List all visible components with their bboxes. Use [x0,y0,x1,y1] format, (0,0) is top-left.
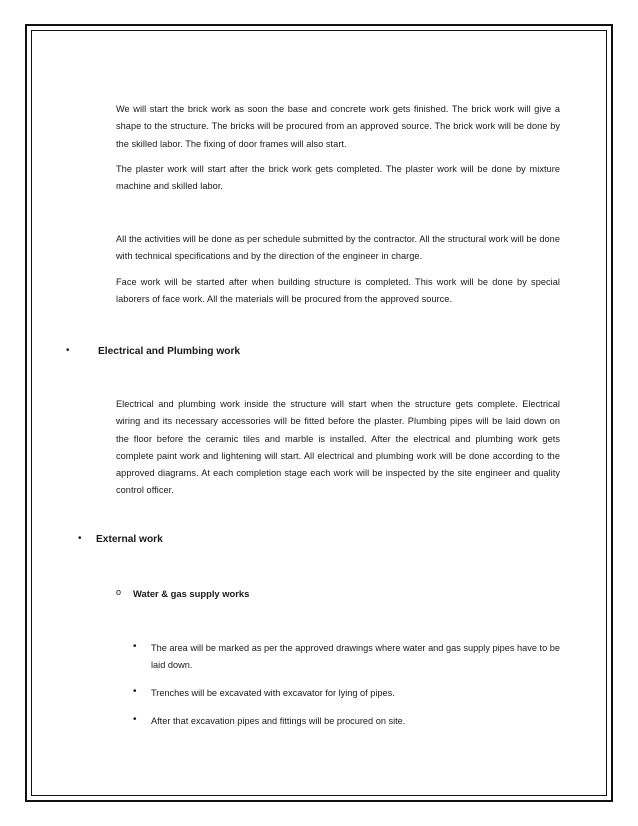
subheading-water-gas-supply: Water & gas supply works [133,588,250,599]
paragraph-face-work: Face work will be started after when building structure is completed. This work will be done by special laborers of face work. All the materials will be procured from the approved source. [116,277,560,305]
bullet-external: • [78,533,82,544]
heading-electrical-plumbing: Electrical and Plumbing work [98,346,241,357]
item-area-marking: The area will be marked as per the approved drawings where water and gas supply pipes have to be laid down. [151,643,560,671]
item-bullet-3: • [133,714,137,725]
item-pipes-fittings: After that excavation pipes and fittings will be procured on site. [151,716,406,726]
paragraph-electrical-plumbing: Electrical and plumbing work inside the structure will start when the structure gets complete. Electrical wiring and its necessary accessories will be fitted before the plaster. Plumbing pipes will be laid down on the floor before the ceramic tiles and marble is installed. After the electrical and plumbing work gets complete paint work and lightening will start. All electrical and plumbing work will be done according to the approved diagrams. At each completion stage each work will be inspected by the site engineer and quality control officer. [116,399,560,496]
item-bullet-1: • [133,641,137,652]
paragraph-plaster-work: The plaster work will start after the brick work gets completed. The plaster work will be done by mixture machine and skilled labor. [116,164,560,192]
paragraph-activities: All the activities will be done as per schedule submitted by the contractor. All the structural work will be done with technical specifications and by the direction of the engineer in charge. [116,234,560,262]
sub-bullet-water-gas: o [116,587,122,597]
heading-external-work: External work [96,534,163,545]
item-trenches: Trenches will be excavated with excavator for lying of pipes. [151,688,395,698]
paragraph-brick-work: We will start the brick work as soon the base and concrete work gets finished. The brick work will give a shape to the structure. The bricks will be procured from an approved source. The brick work will be done by the skilled labor. The fixing of door frames will also start. [116,104,560,149]
bullet-electrical: • [66,345,70,356]
item-bullet-2: • [133,686,137,697]
